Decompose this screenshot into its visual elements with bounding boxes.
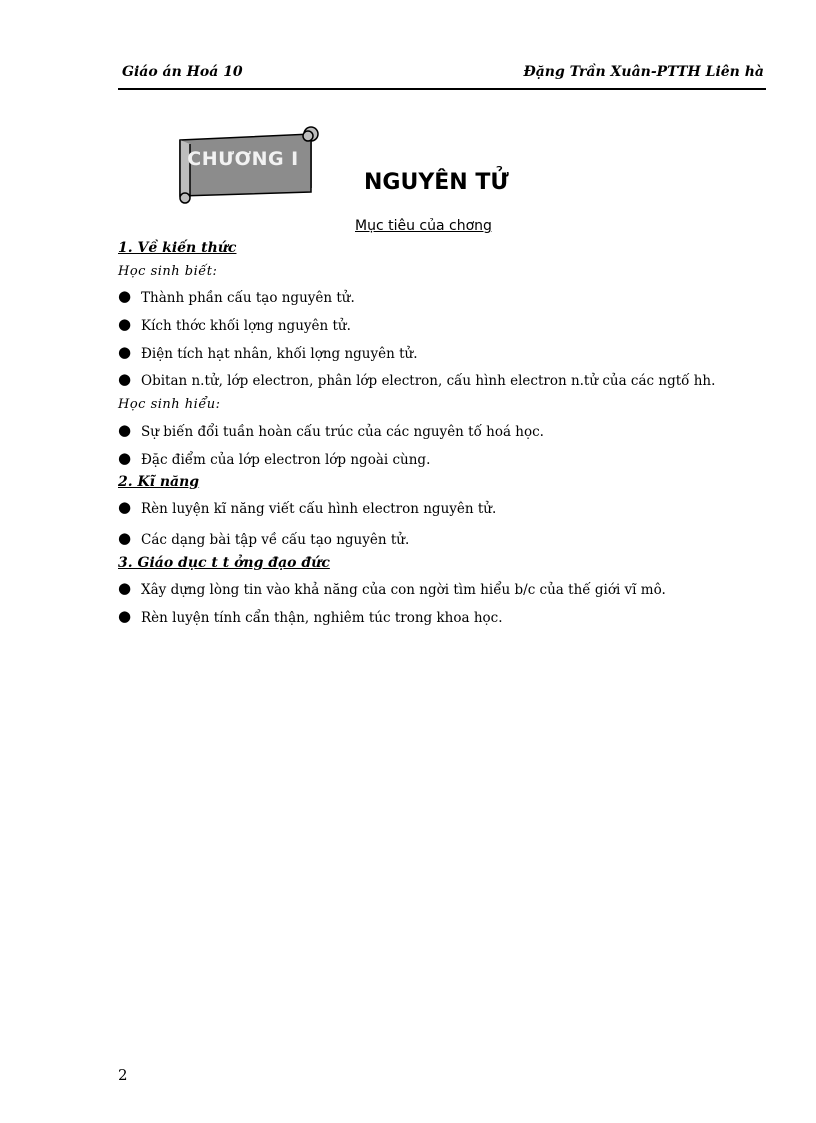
chapter-title: NGUYÊN TỬ: [364, 170, 509, 195]
subheading-students-understand: Học sinh hiểu:: [118, 397, 221, 412]
header-right-text: Đặng Trần Xuân-PTTH Liên hà: [523, 64, 764, 80]
section-heading-ethics: 3. Giáo dục t t ởng đạo đức: [118, 555, 330, 571]
bullet-icon: ●: [118, 579, 132, 597]
bullet-icon: ●: [118, 287, 132, 305]
objectives-title: Mục tiêu của chơng: [355, 218, 492, 234]
bullet-icon: ●: [118, 421, 132, 439]
section-heading-knowledge: 1. Về kiến thức: [118, 240, 237, 256]
chapter-label: CHƯƠNG I: [187, 148, 299, 170]
header-left-text: Giáo án Hoá 10: [122, 64, 243, 80]
bullet-icon: ●: [118, 498, 132, 516]
bullet-icon: ●: [118, 449, 132, 467]
bullet-icon: ●: [118, 370, 132, 388]
page-number: 2: [118, 1066, 128, 1084]
section-heading-skills: 2. Kĩ năng: [118, 474, 200, 490]
subheading-students-know: Học sinh biết:: [118, 264, 218, 279]
bullet-icon: ●: [118, 343, 132, 361]
page-header: [118, 60, 766, 90]
bullet-icon: ●: [118, 529, 132, 547]
bullet-icon: ●: [118, 607, 132, 625]
chapter-scroll-banner: [174, 126, 322, 208]
bullet-icon: ●: [118, 315, 132, 333]
